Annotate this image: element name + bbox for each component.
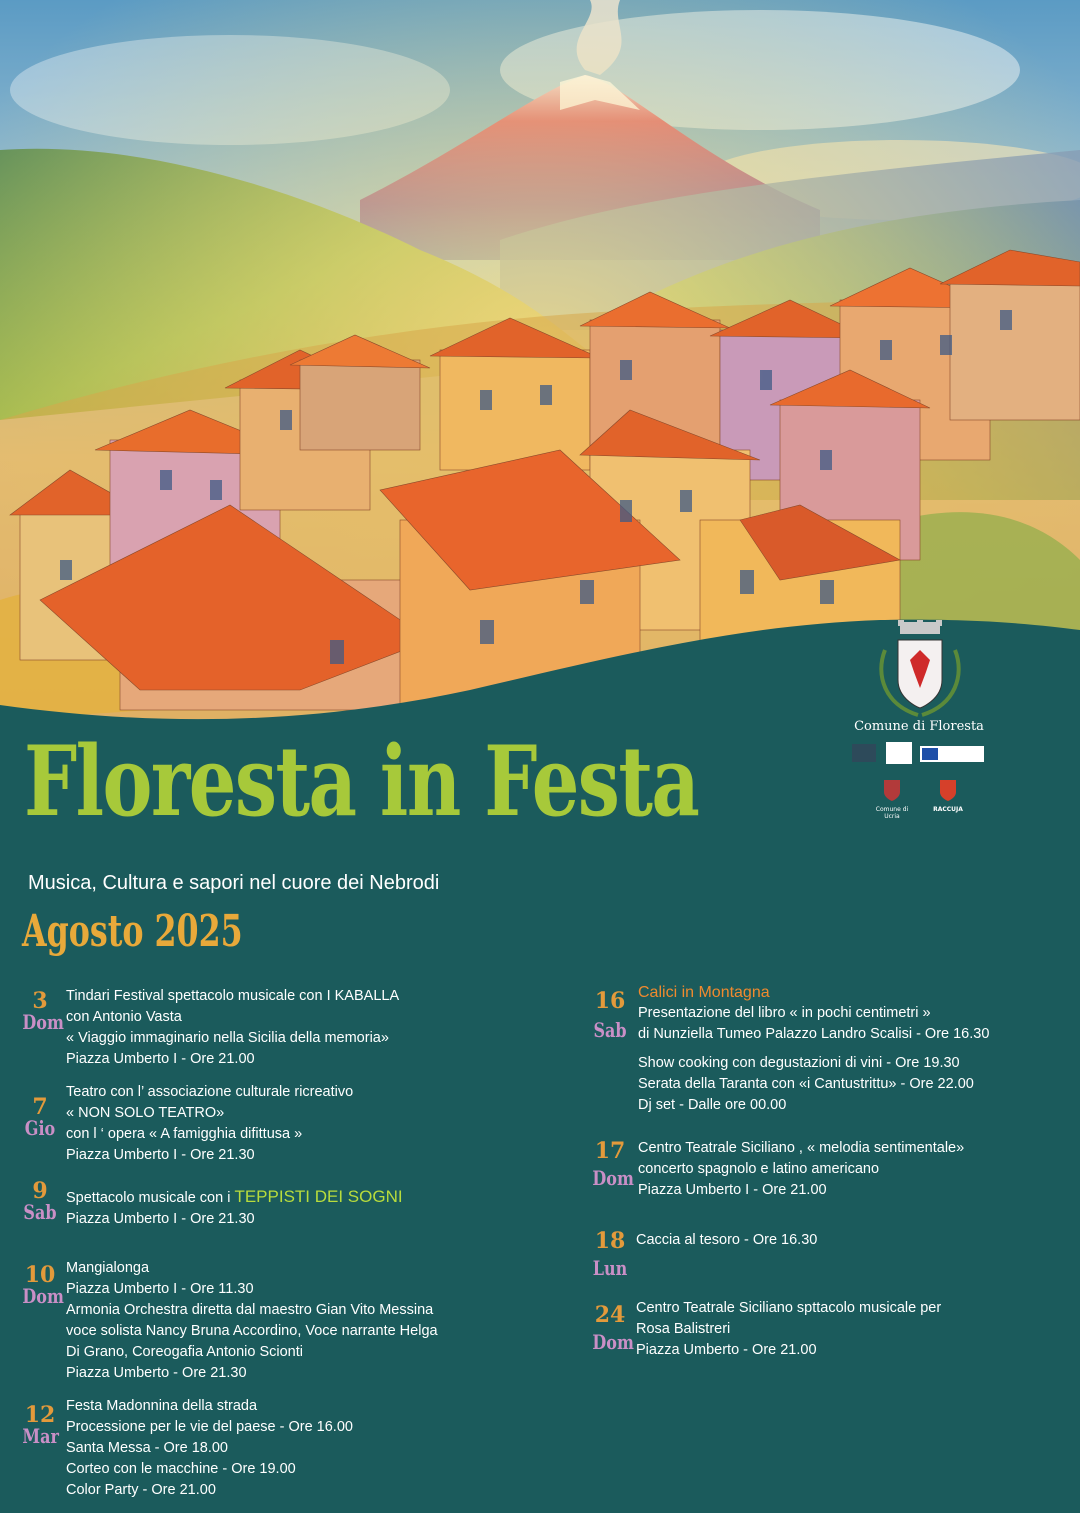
event-line: con Antonio Vasta [66,1009,182,1025]
date-number: 24 [594,1302,626,1328]
partner-right-name: RACCUJA [933,806,963,813]
date-number: 16 [594,988,626,1014]
event-line: voce solista Nancy Bruna Accordino, Voce narrante Helga [66,1323,438,1339]
event-line [66,1186,403,1209]
event-line: Armonia Orchestra diretta dal maestro Gian Vito Messina [66,1302,434,1318]
event-12 [66,1396,353,1501]
event-3 [66,986,399,1070]
event-16 [638,982,989,1116]
date-weekday: Dom [592,1330,634,1354]
event-date-10 [18,1264,62,1306]
date-number: 17 [594,1138,626,1164]
event-9 [66,1186,403,1230]
comune-name: Comune di Floresta [854,719,984,734]
event-line: Piazza Umberto I - Ore 11.30 [66,1281,254,1297]
event-prefix: Spettacolo musicale con i [66,1190,235,1206]
date-weekday: Dom [592,1166,634,1190]
date-weekday: Lun [592,1256,628,1280]
date-number: 18 [594,1228,626,1254]
event-line: Presentazione del libro « in pochi centimetri » [638,1005,931,1021]
event-line: Corteo con le macchine - Ore 19.00 [66,1461,296,1477]
event-line: Di Grano, Coreogafia Antonio Scionti [66,1344,303,1360]
event-date-12 [18,1404,62,1446]
event-17 [638,1138,964,1201]
poster-subtitle: Musica, Cultura e sapori nel cuore dei Nebrodi [28,872,440,894]
event-line: « NON SOLO TEATRO» [66,1105,225,1121]
event-highlight: TEPPISTI DEI SOGNI [234,1187,403,1206]
poster-title: Floresta in Festa [24,725,699,838]
event-heading: Calici in Montagna [638,984,770,1001]
event-18 [636,1230,817,1251]
event-date-3 [18,990,62,1032]
partner-crest-right-icon [938,778,958,802]
partner-logos-icon [852,742,984,766]
date-weekday: Dom [22,1284,64,1308]
event-line: Mangialonga [66,1260,150,1276]
event-line: Serata della Taranta con «i Cantustrittu» - Ore 22.00 [638,1076,974,1092]
event-line: Color Party - Ore 21.00 [66,1482,216,1498]
date-number: 12 [24,1402,56,1428]
event-10 [66,1258,438,1384]
event-date-16 [588,990,632,1040]
event-line: Piazza Umberto I - Ore 21.00 [638,1182,827,1198]
date-weekday: Sab [23,1200,57,1224]
event-line: Show cooking con degustazioni di vini - Ore 19.30 [638,1055,960,1071]
event-date-9 [18,1180,62,1222]
event-line: Piazza Umberto I - Ore 21.30 [66,1211,255,1227]
event-line: concerto spagnolo e latino americano [638,1161,880,1177]
event-line: Caccia al tesoro - Ore 16.30 [636,1232,818,1248]
date-number: 7 [32,1094,48,1120]
event-line: Piazza Umberto - Ore 21.30 [66,1365,247,1381]
event-line: Centro Teatrale Siciliano , « melodia sentimentale» [638,1140,965,1156]
event-line: Piazza Umberto I - Ore 21.30 [66,1147,255,1163]
event-date-18 [588,1230,632,1278]
date-number: 3 [32,988,48,1014]
event-7 [66,1082,353,1166]
event-date-17 [588,1140,632,1188]
event-line: Rosa Balistreri [636,1321,731,1337]
event-line: « Viaggio immaginario nella Sicilia della memoria» [66,1030,389,1046]
event-line: Festa Madonnina della strada [66,1398,258,1414]
partner-left-name: Comune di Ucria [875,806,909,820]
event-line: Tindari Festival spettacolo musicale con I KABALLA [66,988,400,1004]
event-line: Teatro con l’ associazione culturale ricreativo [66,1084,354,1100]
event-24 [636,1298,941,1361]
event-date-24 [588,1304,632,1352]
poster-month: Agosto 2025 [22,906,243,957]
event-line: Santa Messa - Ore 18.00 [66,1440,228,1456]
event-line: Processione per le vie del paese - Ore 16.00 [66,1419,353,1435]
event-date-7 [18,1096,62,1138]
event-line: Piazza Umberto I - Ore 21.00 [66,1051,255,1067]
date-weekday: Sab [593,1018,627,1042]
date-number: 10 [24,1262,56,1288]
date-weekday: Mar [22,1424,59,1448]
event-line: Centro Teatrale Siciliano spttacolo musicale per [636,1300,942,1316]
date-weekday: Gio [24,1116,56,1140]
event-line: con l ‘ opera « A famigghia difittusa » [66,1126,303,1142]
event-line: Piazza Umberto - Ore 21.00 [636,1342,817,1358]
partner-crest-left-icon [882,778,902,802]
date-weekday: Dom [22,1010,64,1034]
event-line: di Nunziella Tumeo Palazzo Landro Scalisi - Ore 16.30 [638,1026,990,1042]
date-number: 9 [32,1178,48,1204]
event-line: Dj set - Dalle ore 00.00 [638,1097,787,1113]
